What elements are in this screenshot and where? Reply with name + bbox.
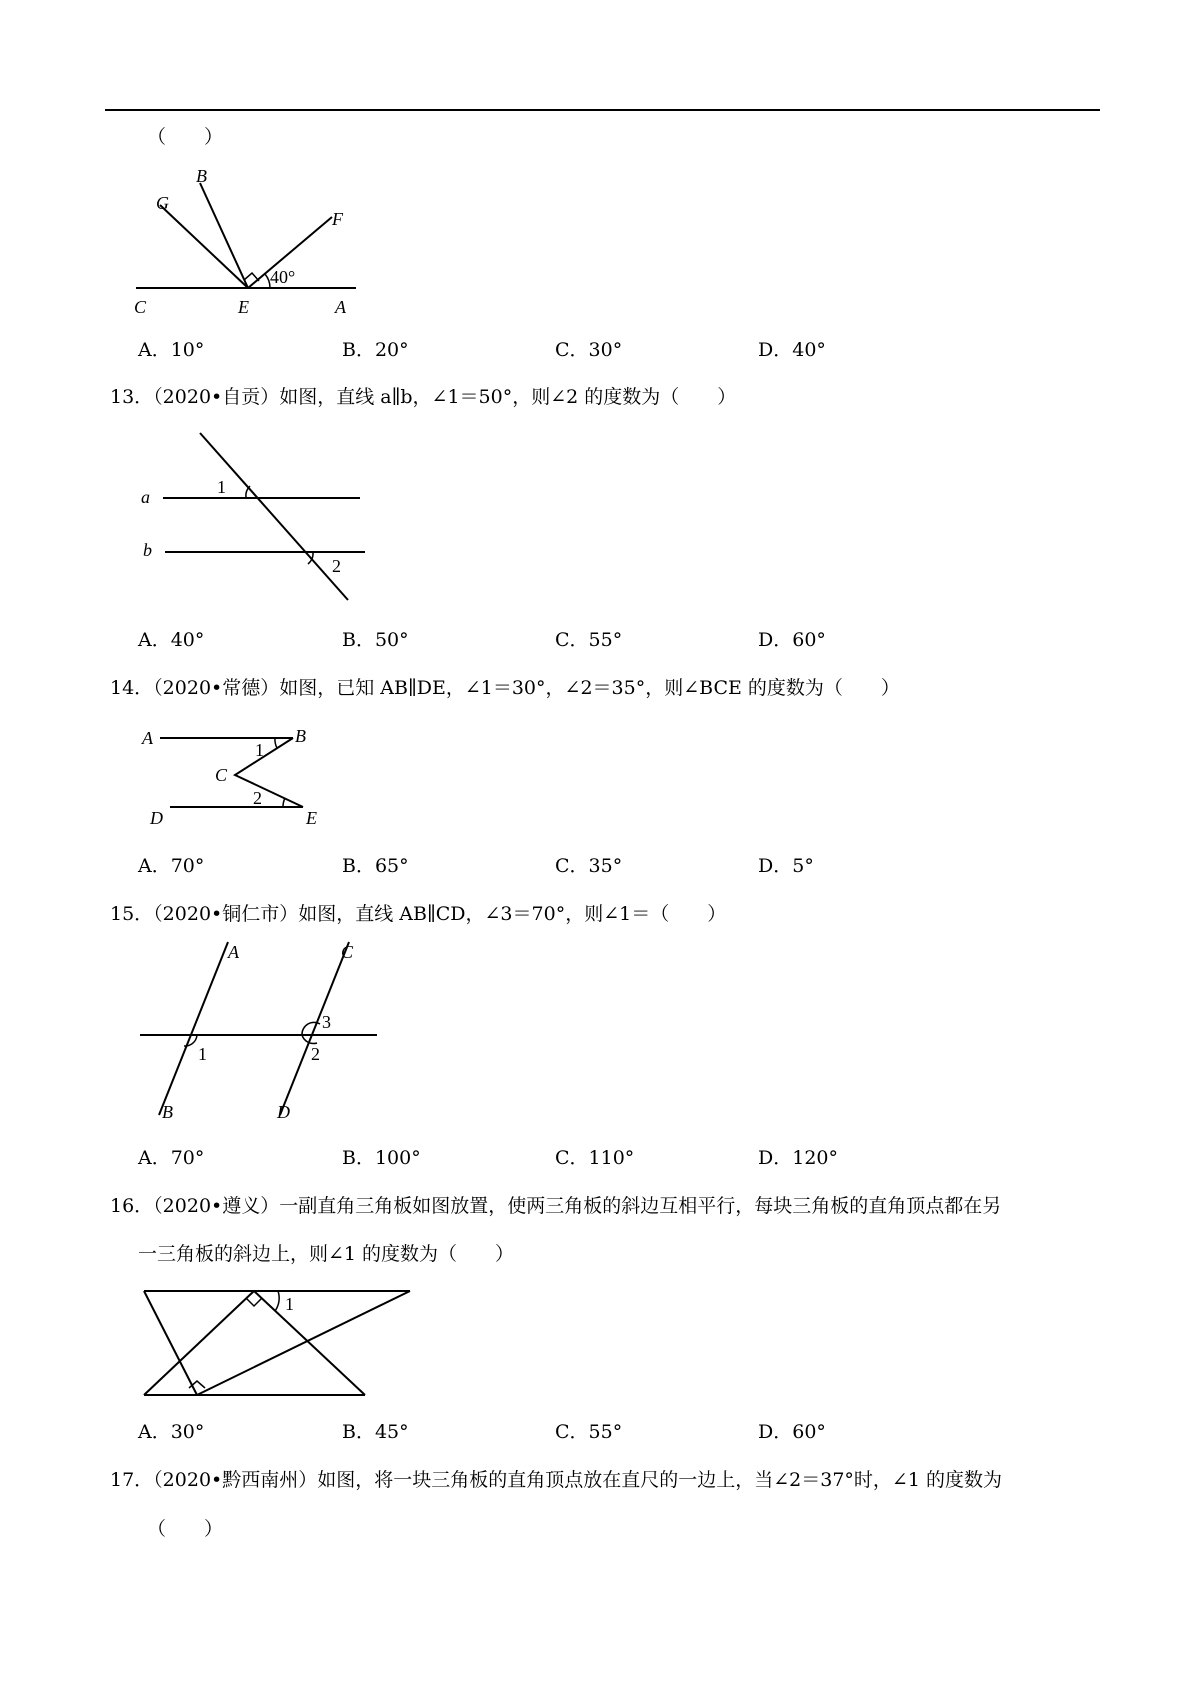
q15-option-b: B．100°	[342, 1147, 421, 1169]
q15-label-c: C	[341, 942, 354, 962]
q15-stem: 15．（2020•铜仁市）如图，直线 AB∥CD，∠3＝70°，则∠1＝（ ）	[110, 903, 727, 925]
q12-answer-paren: （ ）	[147, 126, 224, 148]
q16-option-c: C．55°	[555, 1421, 623, 1443]
q14-label-c: C	[215, 765, 228, 785]
header-rule	[105, 109, 1100, 111]
q12-label-f: F	[332, 209, 343, 229]
q12-option-a: A．10°	[138, 339, 205, 361]
q15-label-a: A	[228, 942, 239, 962]
q14-option-d: D．5°	[758, 855, 814, 877]
q16-stem-line1: 16．（2020•遵义）一副直角三角板如图放置，使两三角板的斜边互相平行，每块三角板的直角顶点都在另	[110, 1195, 1002, 1217]
q16-option-b: B．45°	[342, 1421, 409, 1443]
q13-option-b: B．50°	[342, 629, 409, 651]
q14-option-b: B．65°	[342, 855, 409, 877]
q12-label-a: A	[335, 297, 346, 317]
q12-option-c: C．30°	[555, 339, 623, 361]
q13-stem: 13．（2020•自贡）如图，直线 a∥b，∠1＝50°，则∠2 的度数为（ ）	[110, 386, 737, 408]
q12-label-e: E	[238, 297, 249, 317]
q13-option-a: A．40°	[138, 629, 205, 651]
q13-label-b: b	[143, 540, 152, 560]
q16-figure	[138, 1285, 418, 1405]
q12-angle-label: 40°	[270, 267, 296, 287]
q16-stem-line2: 一三角板的斜边上，则∠1 的度数为（ ）	[138, 1243, 515, 1265]
q15-label-d: D	[277, 1102, 290, 1122]
q15-label-3: 3	[322, 1012, 331, 1032]
q14-label-e: E	[306, 808, 317, 828]
q12-option-b: B．20°	[342, 339, 409, 361]
q17-answer-paren: （ ）	[147, 1518, 224, 1540]
q12-figure	[120, 165, 370, 315]
q13-label-a: a	[141, 487, 150, 507]
q16-option-a: A．30°	[138, 1421, 205, 1443]
q13-option-c: C．55°	[555, 629, 623, 651]
q13-figure	[135, 430, 375, 605]
q14-label-1: 1	[255, 740, 264, 760]
q14-label-2: 2	[253, 788, 262, 808]
q15-label-1: 1	[198, 1044, 207, 1064]
q15-label-2: 2	[311, 1044, 320, 1064]
q15-option-a: A．70°	[138, 1147, 205, 1169]
q12-option-d: D．40°	[758, 339, 826, 361]
q12-label-c: C	[134, 297, 147, 317]
q14-label-a: A	[142, 728, 153, 748]
q14-option-c: C．35°	[555, 855, 623, 877]
q14-stem: 14．（2020•常德）如图，已知 AB∥DE，∠1＝30°，∠2＝35°，则∠BCE 的度数为（ ）	[110, 677, 900, 699]
q17-stem-line1: 17．（2020•黔西南州）如图，将一块三角板的直角顶点放在直尺的一边上，当∠2＝37°时，∠1 的度数为	[110, 1469, 1002, 1491]
q13-label-2: 2	[332, 556, 341, 576]
q13-label-1: 1	[217, 477, 226, 497]
q16-label-1: 1	[285, 1294, 294, 1314]
q16-option-d: D．60°	[758, 1421, 826, 1443]
q15-label-b: B	[162, 1102, 173, 1122]
q15-option-c: C．110°	[555, 1147, 635, 1169]
q14-label-b: B	[295, 726, 306, 746]
q14-label-d: D	[150, 808, 163, 828]
q15-figure	[135, 940, 380, 1125]
q13-option-d: D．60°	[758, 629, 826, 651]
q12-label-g: G	[156, 193, 169, 213]
q14-figure	[135, 720, 335, 835]
q12-label-b: B	[196, 166, 207, 186]
q14-option-a: A．70°	[138, 855, 205, 877]
q15-option-d: D．120°	[758, 1147, 838, 1169]
